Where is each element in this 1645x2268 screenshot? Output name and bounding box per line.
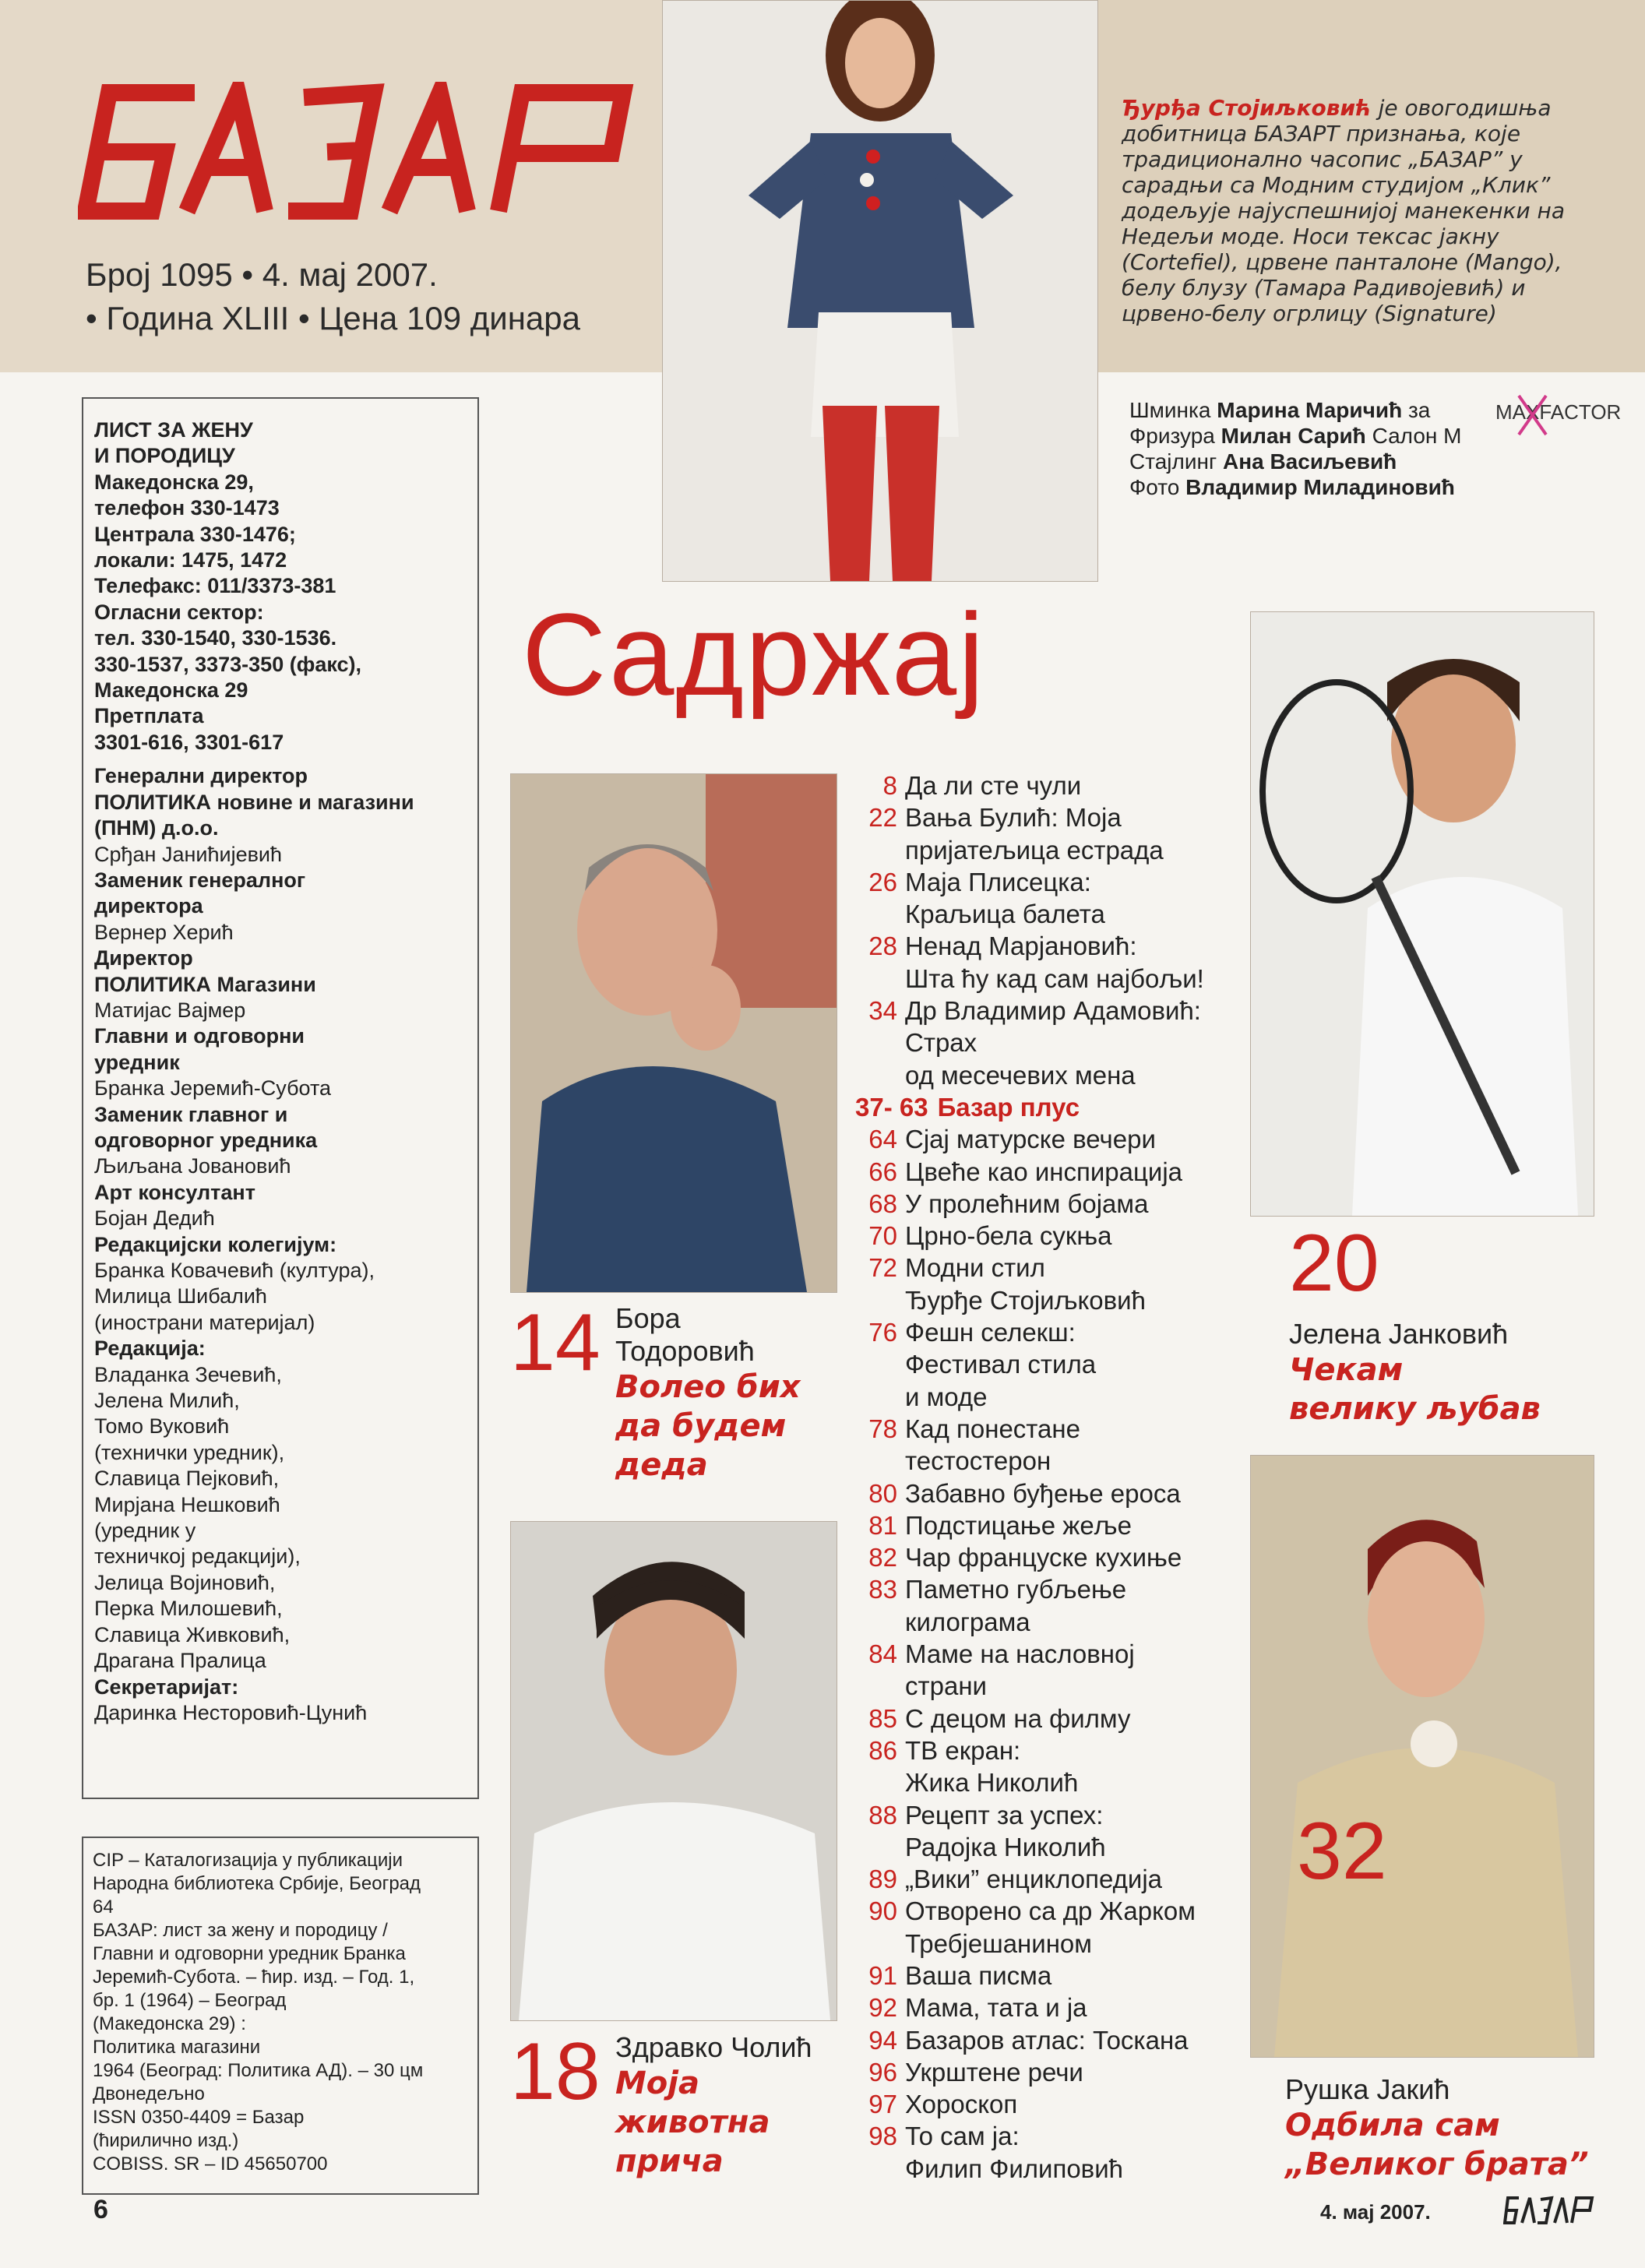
toc-title-line: Сјај матурске вечери [905, 1125, 1156, 1154]
toc-title [905, 1156, 1276, 1188]
credit-styling: Стајлинг Ана Васиљевић [1129, 449, 1397, 474]
toc-title-line: Шта ћу кад сам најбољи! [905, 963, 1204, 993]
toc-page-number: 94 [868, 2025, 897, 2055]
toc-entry [855, 1316, 1276, 1413]
impressum-line: Бранка Ковачевић (култура), [94, 1259, 375, 1282]
toc-title-line: Ђурђе Стојиљковић [905, 1285, 1146, 1315]
toc-title-line: ТВ екран: [905, 1735, 1021, 1765]
impressum-line: 3301-616, 3301-617 [94, 730, 284, 754]
toc-entry [855, 1123, 1276, 1155]
toc-title-line: Вања Булић: Моја [905, 803, 1122, 833]
cip-line: Главни и одговорни уредник Бранка [93, 1943, 406, 1964]
toc-title-line: Мама, тата и ја [905, 1993, 1087, 2023]
toc-page-number: 88 [868, 1800, 897, 1830]
impressum-line: ЛИСТ ЗА ЖЕНУ [94, 418, 253, 442]
toc-title-line: „Вики” енциклопедија [905, 1865, 1163, 1894]
feature-zdravko-page: 18 [510, 2027, 601, 2117]
cover-model-photo [662, 0, 1098, 582]
impressum-line: Претплата [94, 704, 204, 728]
impressum-line: Заменик главног и [94, 1102, 288, 1126]
cip-line: CIP – Каталогизација у публикацији [93, 1850, 403, 1871]
toc-page-number: 85 [868, 1703, 897, 1733]
toc-title-line: Хороскоп [905, 2090, 1018, 2119]
toc-entry [855, 1252, 1276, 1316]
toc-title [905, 1703, 1276, 1734]
toc-page-number: 96 [868, 2057, 897, 2087]
toc-title [905, 1252, 1276, 1316]
cip-line: 64 [93, 1896, 114, 1918]
impressum-line: 330-1537, 3373-350 (факс), [94, 652, 362, 676]
credit-photo: Фото Владимир Миладиновић [1129, 475, 1455, 499]
footer-date: 4. мај 2007. [1320, 2200, 1431, 2224]
toc-title-line: Фестивал стила [905, 1350, 1097, 1379]
toc-title [938, 1091, 1276, 1123]
toc-title-line: Подстицање жеље [905, 1510, 1132, 1540]
issue-line-1: Број 1095 • 4. мај 2007. [86, 256, 438, 293]
toc-title-line: Да ли сте чули [905, 771, 1082, 800]
toc-title-line: Фешн селекш: [905, 1318, 1076, 1347]
feature-ruska-quote-1: Одбила сам [1285, 2108, 1500, 2143]
impressum-line: Бранка Јеремић-Субота [94, 1076, 332, 1101]
cip-line: 1964 (Београд: Политика АД). – 30 цм [93, 2060, 424, 2081]
toc-title [905, 1220, 1276, 1252]
feature-bora-page: 14 [510, 1298, 601, 1388]
toc-entry [855, 2120, 1276, 2185]
impressum-line: (технички уредник), [94, 1440, 285, 1464]
feature-bora [510, 1298, 837, 1484]
toc-page-number: 72 [868, 1253, 897, 1283]
toc-entry [855, 1188, 1276, 1220]
issue-line-2: • Година XLIII • Цена 109 динара [86, 300, 580, 336]
toc-entry [855, 2056, 1276, 2088]
toc-title [905, 1541, 1276, 1573]
impressum-line: Љиљана Јовановић [94, 1154, 291, 1178]
toc-page-number: 83 [868, 1575, 897, 1604]
toc-title [905, 1734, 1276, 1799]
toc-entry [855, 866, 1276, 931]
toc-title [905, 2024, 1276, 2056]
feature-zdravko-quote-3: прича [615, 2143, 724, 2179]
feature-jelena-page: 20 [1289, 1218, 1379, 1308]
impressum-line: Мирјана Нешковић [94, 1492, 280, 1516]
toc-page-number: 8 [882, 771, 897, 800]
feature-bora-quote-3: деда [615, 1447, 708, 1483]
toc-page-number: 34 [868, 996, 897, 1026]
toc-page-number: 76 [868, 1318, 897, 1347]
toc-title-line: Отворено са др Жарком [905, 1896, 1196, 1926]
feature-ruska [1285, 2073, 1636, 2184]
impressum-line: Огласни сектор: [94, 600, 264, 624]
toc-entry [855, 1960, 1276, 1992]
impressum-line: Македонска 29, [94, 470, 254, 494]
impressum-line: локали: 1475, 1472 [94, 548, 287, 572]
feature-ruska-page: 32 [1297, 1806, 1387, 1896]
feature-zdravko-name: Здравко Чолић [615, 2031, 812, 2063]
impressum-line: Централа 330-1476; [94, 522, 296, 546]
contents-title: Садржај [522, 589, 986, 720]
cip-line: бр. 1 (1964) – Београд [93, 1990, 287, 2011]
toc-title [905, 1188, 1276, 1220]
impressum-line: Главни и одговорни [94, 1024, 305, 1048]
feature-jelena [1289, 1218, 1632, 1428]
cover-model-name: Ђурђа Стојиљковић [1122, 95, 1372, 121]
toc-title [905, 1863, 1276, 1895]
toc-title [905, 1638, 1276, 1703]
impressum-line: ПОЛИТИКА новине и магазини [94, 790, 414, 814]
toc-page-number: 97 [868, 2090, 897, 2119]
toc-title-line: Паметно губљење [905, 1575, 1127, 1604]
cip-line: Народна библиотека Србије, Београд [93, 1873, 421, 1894]
toc-title [905, 2088, 1276, 2120]
feature-zdravko [510, 2027, 853, 2181]
toc-title [905, 2056, 1276, 2088]
toc-entry [855, 1509, 1276, 1541]
toc-page-number: 26 [868, 867, 897, 896]
impressum-line: Драгана Пралица [94, 1649, 266, 1673]
feature-zdravko-quote-1: Моја [615, 2066, 699, 2101]
impressum-line: Срђан Јанићијевић [94, 842, 283, 866]
impressum-line: ПОЛИТИКА Магазини [94, 972, 316, 996]
credit-hair: Фризура Милан Сарић Салон М [1129, 424, 1462, 448]
toc-page-number: 89 [868, 1865, 897, 1894]
impressum-line: И ПОРОДИЦУ [94, 444, 235, 468]
footer-logo [1503, 2195, 1597, 2226]
impressum-line: Директор [94, 946, 193, 970]
feature-jelena-name: Јелена Јанковић [1289, 1318, 1509, 1350]
feature-ruska-name: Рушка Јакић [1285, 2073, 1450, 2105]
toc-title [905, 930, 1276, 995]
cip-line: ISSN 0350-4409 = Базар [93, 2107, 305, 2128]
toc-entry [855, 1703, 1276, 1734]
impressum-line: Перка Милошевић, [94, 1597, 283, 1621]
toc-entry [855, 770, 1276, 801]
toc-page-number: 82 [868, 1543, 897, 1572]
feature-jelena-quote-2: велику љубав [1289, 1391, 1541, 1427]
feature-bora-quote-1: Волео бих [615, 1369, 801, 1405]
toc-entry [855, 1541, 1276, 1573]
cip-line: БАЗАР: лист за жену и породицу / [93, 1920, 388, 1941]
toc-title-line: Цвеће као инспирација [905, 1157, 1183, 1186]
toc-title-line: Страх [905, 1028, 977, 1058]
logo-graphic [78, 82, 646, 222]
impressum-line: Милица Шибалић [94, 1284, 267, 1308]
toc-title-line: У пролећним бојама [905, 1189, 1149, 1218]
impressum-line: Јелица Војиновић, [94, 1570, 276, 1594]
maxfactor-logo [1488, 380, 1628, 450]
toc-title [905, 1799, 1276, 1864]
impressum-line: Славица Пејковић, [94, 1467, 280, 1491]
toc-entry [855, 1895, 1276, 1960]
cip-line: Јеремић-Субота. – ћир. изд. – Год. 1, [93, 1967, 415, 1988]
magazine-logo [78, 82, 646, 222]
cip-line: Двонедељно [93, 2083, 205, 2104]
toc-entry [855, 2088, 1276, 2120]
impressum-line: Редакцијски колегијум: [94, 1232, 337, 1256]
toc-entry [855, 1799, 1276, 1864]
toc-entry [855, 1863, 1276, 1895]
toc-title-line: Рецепт за успех: [905, 1800, 1104, 1830]
feature-bora-quote-2: да будем [615, 1408, 787, 1444]
cip-line: Политика магазини [93, 2037, 261, 2058]
toc-title [905, 2120, 1276, 2185]
impressum-line: техничкој редакцији), [94, 1544, 301, 1569]
toc-page-number: 64 [868, 1125, 897, 1154]
toc-title-line: Радојка Николић [905, 1832, 1106, 1861]
toc-entry [855, 930, 1276, 995]
toc-title [905, 1573, 1276, 1638]
page-number: 6 [93, 2195, 108, 2224]
toc-page-number: 81 [868, 1510, 897, 1540]
zdravko-colic-photo [510, 1521, 837, 2021]
impressum-line: Даринка Несторовић-Цунић [94, 1700, 368, 1724]
maxfactor-text: MAXFACTOR [1495, 400, 1622, 424]
toc-title [905, 995, 1276, 1091]
impressum-line: Македонска 29 [94, 678, 248, 703]
toc-title-line: Укрштене речи [905, 2057, 1083, 2087]
impressum-line: (уредник у [94, 1519, 196, 1543]
toc-entry [855, 1220, 1276, 1252]
toc-title [905, 1992, 1276, 2023]
impressum-line: тел. 330-1540, 330-1536. [94, 626, 337, 650]
impressum-line: Генерални директор [94, 764, 308, 788]
toc-entry [855, 1734, 1276, 1799]
feature-bora-name-2: Тодоровић [615, 1335, 755, 1367]
feature-zdravko-quote-2: животна [615, 2104, 770, 2140]
toc-title [905, 1123, 1276, 1155]
toc-title-line: Краљица балета [905, 900, 1105, 929]
jelena-jankovic-photo [1250, 611, 1594, 1217]
toc-title [905, 1895, 1276, 1960]
cip-line: (Македонска 29) : [93, 2013, 246, 2034]
impressum-line: одговорног уредника [94, 1128, 318, 1152]
toc-title-line: Модни стил [905, 1253, 1045, 1283]
toc-page-number: 80 [868, 1478, 897, 1508]
feature-ruska-quote-2: „Великог брата” [1285, 2146, 1589, 2182]
toc-title-line: тестостерон [905, 1446, 1051, 1476]
impressum-line: Томо Вуковић [94, 1414, 230, 1439]
toc-entry [855, 1413, 1276, 1477]
impressum-line: уредник [94, 1050, 180, 1074]
toc-title-line: Црно-бела сукња [905, 1221, 1112, 1251]
toc-entry [855, 1992, 1276, 2023]
impressum-line: Секретаријат: [94, 1675, 239, 1699]
table-of-contents [855, 770, 1276, 2185]
toc-title [905, 1316, 1276, 1413]
impressum-line [94, 755, 467, 763]
impressum-line: Редакција: [94, 1336, 206, 1361]
toc-page-number: 86 [868, 1735, 897, 1765]
toc-title-line: килограма [905, 1607, 1030, 1636]
toc-title-line: Чар француске кухиње [905, 1543, 1182, 1572]
toc-title [905, 770, 1276, 801]
impressum-line: Телефакс: 011/3373-381 [94, 574, 336, 598]
model-illustration [663, 1, 1097, 581]
toc-title [905, 1509, 1276, 1541]
toc-page-number: 37- 63 [855, 1092, 928, 1122]
toc-title-line: Забавно буђење ероса [905, 1478, 1181, 1508]
cover-caption-text: је овогодишња добитница БАЗАРТ признања, које традиционално часопис „БАЗАР” у сарадњи са Модним студијом „Клик” додељује најуспешнијој манекенки на Недељи моде. Носи тексас јакну (Cortefiel), црвене панталоне (Mango), белу блузу (Тамара Радивојевић) и црвено-белу огрлицу (Signature) [1122, 95, 1566, 326]
toc-title-line: Др Владимир Адамовић: [905, 996, 1201, 1026]
impressum-line: (ПНМ) д.о.о. [94, 816, 219, 840]
toc-page-number: 66 [868, 1157, 897, 1186]
toc-title-line: То сам ја: [905, 2122, 1020, 2151]
toc-entry [855, 995, 1276, 1091]
impressum-line: Заменик генералног [94, 868, 306, 892]
toc-title-line: Требјешанином [905, 1928, 1092, 1958]
issue-info [86, 253, 580, 340]
toc-entry [855, 1477, 1276, 1509]
toc-page-number: 28 [868, 932, 897, 961]
toc-title-line: пријатељица естрада [905, 835, 1164, 865]
toc-title-line: Маме на насловној [905, 1639, 1135, 1669]
photo-credits [1129, 397, 1461, 500]
toc-title-line: Жика Николић [905, 1768, 1079, 1798]
toc-title-line: страни [905, 1671, 987, 1701]
cover-caption [1122, 95, 1620, 326]
impressum-line: телефон 330-1473 [94, 496, 280, 520]
toc-page-number: 91 [868, 1960, 897, 1990]
toc-title-line: Ваша писма [905, 1960, 1052, 1990]
toc-page-number: 90 [868, 1896, 897, 1926]
toc-entry [855, 1573, 1276, 1638]
toc-title-line: С децом на филму [905, 1703, 1131, 1733]
impressum-line: Вернер Херић [94, 920, 234, 944]
toc-page-number: 78 [868, 1414, 897, 1443]
toc-title-line: Базар плус [937, 1092, 1080, 1122]
impressum-line: Матијас Вајмер [94, 998, 246, 1022]
credit-makeup: Шминка Марина Маричић за [1129, 398, 1431, 422]
feature-jelena-quote-1: Чекам [1289, 1352, 1404, 1388]
toc-page-number: 22 [868, 803, 897, 833]
toc-page-number: 98 [868, 2122, 897, 2151]
toc-title-line: од месечевих мена [905, 1060, 1136, 1090]
toc-title-line: Кад понестане [905, 1414, 1080, 1443]
impressum-line: Јелена Милић, [94, 1389, 240, 1413]
toc-page-number: 84 [868, 1639, 897, 1669]
impressum-line: Арт консултант [94, 1180, 255, 1204]
impressum-line: директора [94, 894, 203, 918]
toc-title [905, 1413, 1276, 1477]
toc-entry [855, 1156, 1276, 1188]
toc-title-line: Базаров атлас: Тоскана [905, 2025, 1189, 2055]
toc-entry [855, 801, 1276, 866]
toc-title-line: Ненад Марјановић: [905, 932, 1137, 961]
toc-entry [855, 2024, 1276, 2056]
ruska-jakic-photo [1250, 1455, 1594, 2058]
impressum-line: Владанка Зечевић, [94, 1362, 282, 1386]
cip-box [82, 1837, 479, 2195]
bora-todorovic-photo [510, 773, 837, 1293]
impressum-line: Бојан Дедић [94, 1206, 215, 1231]
toc-entry [855, 1638, 1276, 1703]
impressum-line: Славица Живковић, [94, 1622, 291, 1646]
toc-title-line: и моде [905, 1382, 988, 1411]
toc-title-line: Филип Филиповић [905, 2154, 1124, 2183]
toc-page-number: 92 [868, 1993, 897, 2023]
toc-page-number: 70 [868, 1221, 897, 1251]
toc-title-line: Маја Плисецка: [905, 867, 1091, 896]
impressum-box [82, 397, 479, 1799]
toc-title [905, 1960, 1276, 1992]
impressum-line: (инострани материјал) [94, 1310, 315, 1334]
toc-title [905, 1477, 1276, 1509]
feature-bora-name-1: Бора [615, 1302, 681, 1334]
cip-line: COBISS. SR – ID 45650700 [93, 2154, 328, 2175]
toc-page-number: 68 [868, 1189, 897, 1218]
toc-entry [855, 1091, 1276, 1123]
cip-line: (ћирилично изд.) [93, 2130, 239, 2151]
toc-title [905, 866, 1276, 931]
toc-title [905, 801, 1276, 866]
